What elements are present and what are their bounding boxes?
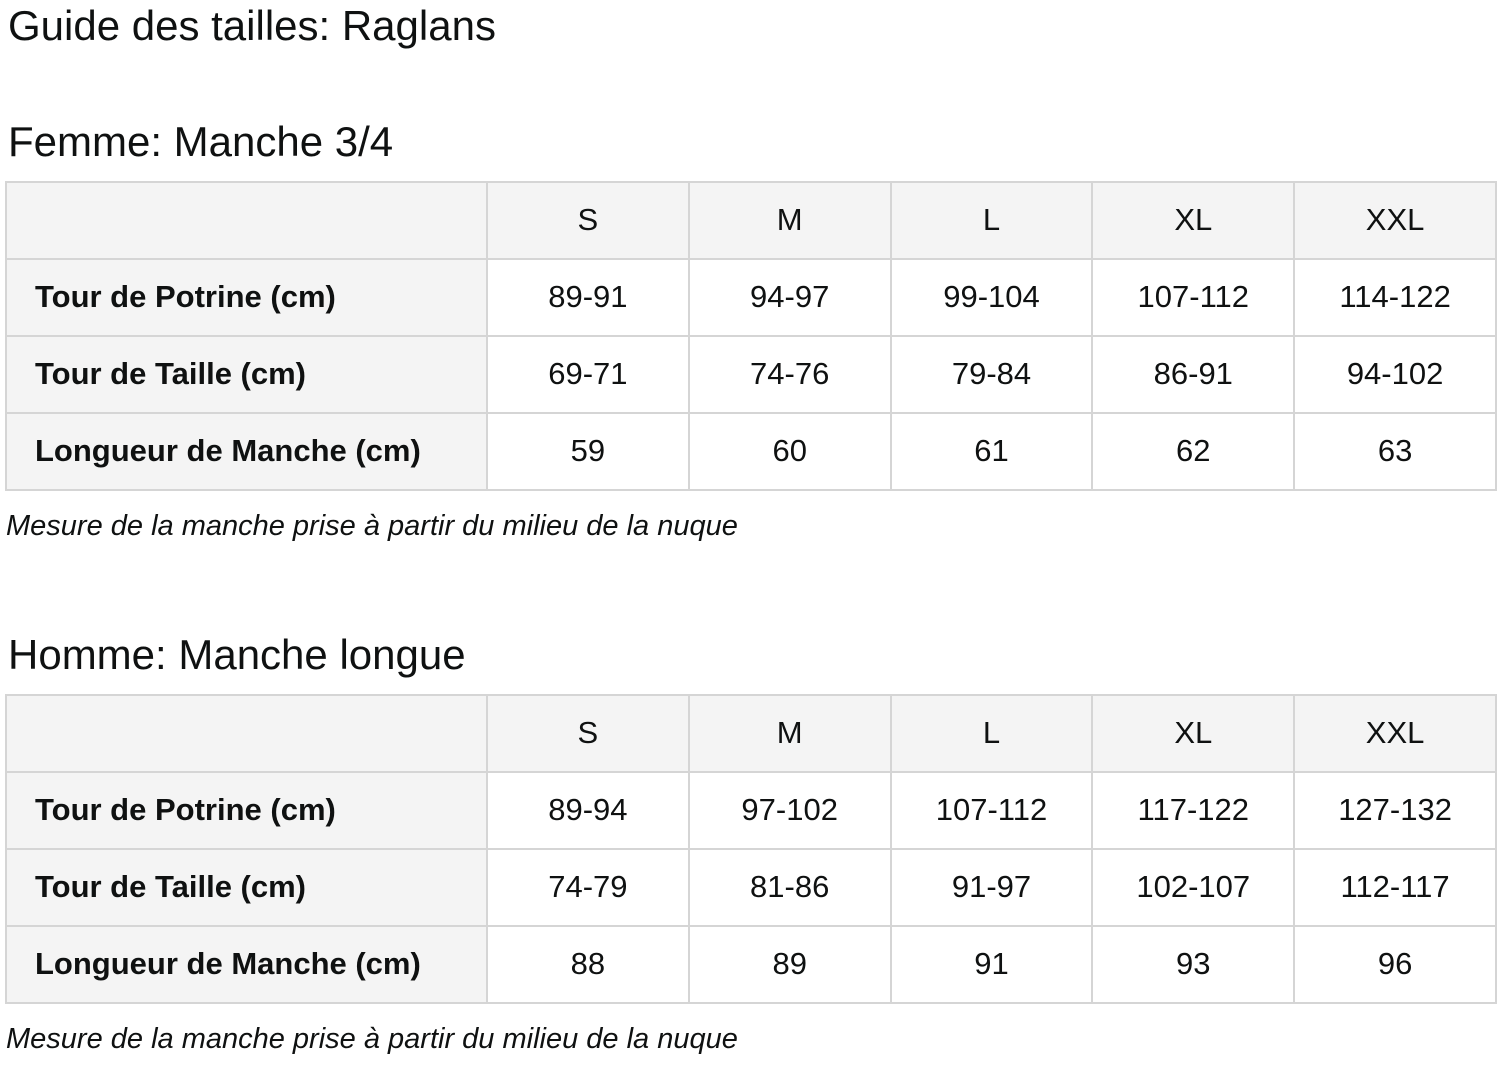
cell-value: 89-94 [487, 772, 689, 849]
cell-value: 117-122 [1092, 772, 1294, 849]
cell-value: 60 [689, 413, 891, 490]
cell-value: 102-107 [1092, 849, 1294, 926]
cell-value: 79-84 [891, 336, 1093, 413]
column-header-m: M [689, 182, 891, 259]
table-header-row [6, 182, 1496, 259]
cell-value: 96 [1294, 926, 1496, 1003]
column-header-l: L [891, 695, 1093, 772]
section-heading-homme: Homme: Manche longue [8, 631, 466, 679]
table-row [6, 849, 1496, 926]
size-table-homme [5, 694, 1497, 1004]
cell-value: 99-104 [891, 259, 1093, 336]
column-header-xl: XL [1092, 695, 1294, 772]
cell-value: 89-91 [487, 259, 689, 336]
cell-value: 61 [891, 413, 1093, 490]
cell-value: 107-112 [1092, 259, 1294, 336]
sleeve-measure-footnote: Mesure de la manche prise à partir du milieu de la nuque [6, 1022, 738, 1055]
cell-value: 74-79 [487, 849, 689, 926]
corner-cell [6, 695, 487, 772]
row-label-chest: Tour de Potrine (cm) [6, 772, 487, 849]
table-row [6, 259, 1496, 336]
table-row [6, 336, 1496, 413]
column-header-s: S [487, 695, 689, 772]
cell-value: 94-97 [689, 259, 891, 336]
cell-value: 89 [689, 926, 891, 1003]
cell-value: 114-122 [1294, 259, 1496, 336]
table-row [6, 772, 1496, 849]
table-header-row [6, 695, 1496, 772]
cell-value: 93 [1092, 926, 1294, 1003]
row-label-chest: Tour de Potrine (cm) [6, 259, 487, 336]
column-header-m: M [689, 695, 891, 772]
cell-value: 69-71 [487, 336, 689, 413]
cell-value: 86-91 [1092, 336, 1294, 413]
cell-value: 127-132 [1294, 772, 1496, 849]
cell-value: 91 [891, 926, 1093, 1003]
table-row [6, 926, 1496, 1003]
row-label-waist: Tour de Taille (cm) [6, 849, 487, 926]
column-header-xxl: XXL [1294, 182, 1496, 259]
cell-value: 63 [1294, 413, 1496, 490]
page-title: Guide des tailles: Raglans [8, 2, 496, 49]
cell-value: 107-112 [891, 772, 1093, 849]
cell-value: 81-86 [689, 849, 891, 926]
sleeve-measure-footnote: Mesure de la manche prise à partir du milieu de la nuque [6, 509, 738, 542]
table-row [6, 413, 1496, 490]
cell-value: 74-76 [689, 336, 891, 413]
size-guide-page [0, 2, 1500, 1091]
cell-value: 91-97 [891, 849, 1093, 926]
column-header-s: S [487, 182, 689, 259]
size-table-femme [5, 181, 1497, 491]
cell-value: 94-102 [1294, 336, 1496, 413]
corner-cell [6, 182, 487, 259]
cell-value: 97-102 [689, 772, 891, 849]
cell-value: 112-117 [1294, 849, 1496, 926]
section-heading-femme: Femme: Manche 3/4 [8, 118, 394, 166]
column-header-xxl: XXL [1294, 695, 1496, 772]
cell-value: 62 [1092, 413, 1294, 490]
row-label-waist: Tour de Taille (cm) [6, 336, 487, 413]
column-header-xl: XL [1092, 182, 1294, 259]
cell-value: 88 [487, 926, 689, 1003]
row-label-sleeve: Longueur de Manche (cm) [6, 413, 487, 490]
cell-value: 59 [487, 413, 689, 490]
row-label-sleeve: Longueur de Manche (cm) [6, 926, 487, 1003]
column-header-l: L [891, 182, 1093, 259]
